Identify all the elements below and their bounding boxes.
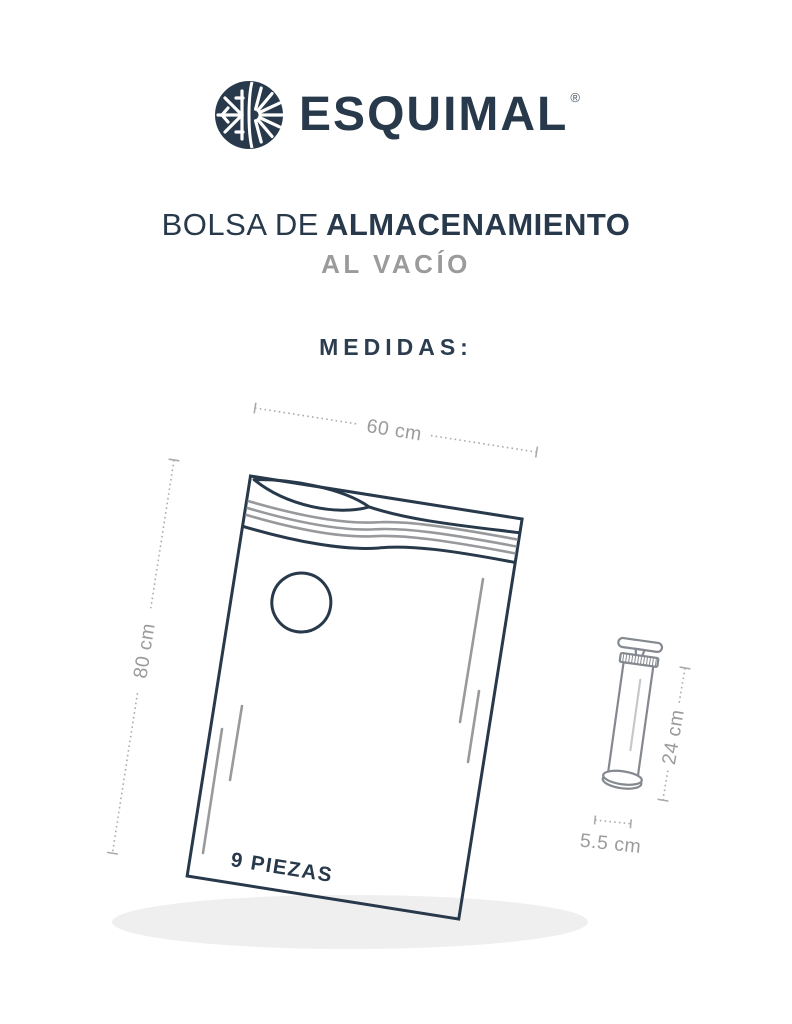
pieces-label: 9 PIEZAS bbox=[229, 848, 335, 888]
brand-name: ESQUIMAL bbox=[299, 88, 569, 141]
bag-width-dimension bbox=[253, 398, 538, 464]
valve-circle bbox=[268, 569, 336, 637]
bag-height-dimension bbox=[102, 458, 185, 855]
registered-trademark: ® bbox=[570, 90, 580, 105]
bag-width-label: 60 cm bbox=[365, 415, 424, 446]
pump-width-label: 5.5 cm bbox=[578, 829, 643, 858]
title-bold-part: ALMACENAMIENTO bbox=[325, 207, 631, 242]
pump-body bbox=[607, 662, 653, 781]
title-regular-part: BOLSA DE bbox=[161, 207, 319, 242]
bag-seal-lines bbox=[243, 488, 520, 575]
bag-height-label: 80 cm bbox=[129, 621, 160, 680]
pump-height-dimension bbox=[652, 666, 696, 802]
bag-opening bbox=[251, 476, 371, 516]
bag-reflection-lines bbox=[203, 579, 483, 853]
hand-pump bbox=[598, 637, 662, 791]
product-subtitle: AL VACÍO bbox=[321, 249, 471, 279]
pump-height-label: 24 cm bbox=[658, 707, 689, 767]
medidas-heading: MEDIDAS: bbox=[319, 334, 473, 360]
pump-width-dimension bbox=[579, 814, 644, 858]
